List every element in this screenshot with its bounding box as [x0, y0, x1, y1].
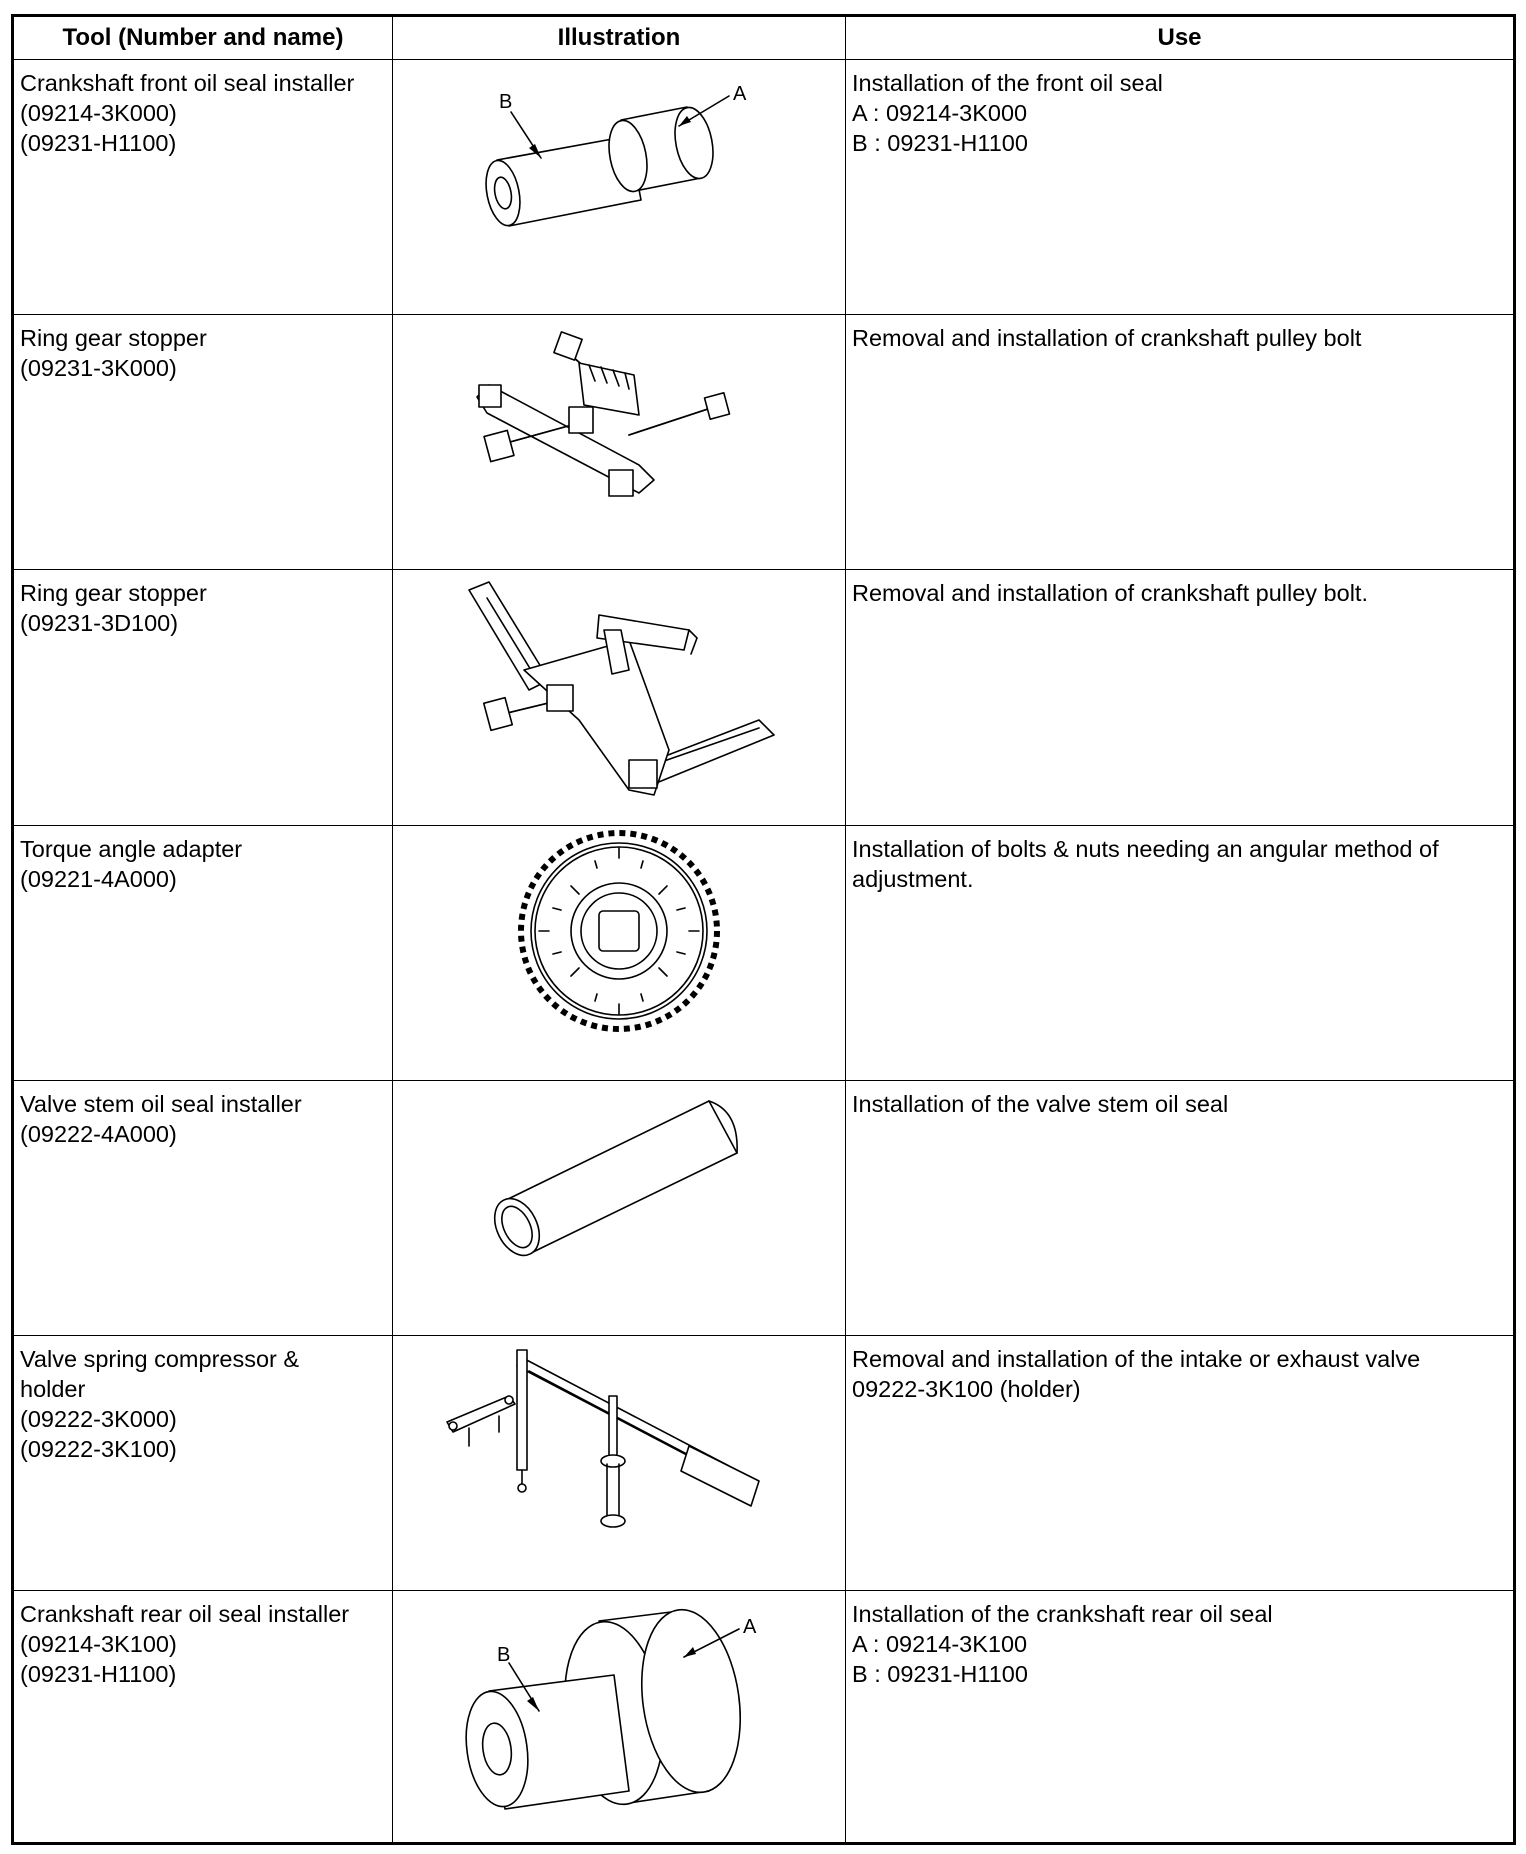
use-text: Installation of the crankshaft rear oil seal: [852, 1601, 1273, 1627]
tool-number: (09214-3K000): [20, 100, 177, 126]
torque-angle-adapter-illustration: [509, 826, 729, 1036]
use-text: B : 09231-H1100: [852, 1661, 1028, 1687]
use-text: Removal and installation of crankshaft pulley bolt.: [852, 580, 1368, 606]
tool-cell: [13, 60, 393, 315]
use-cell: [846, 570, 1515, 826]
use-text: Installation of bolts & nuts needing an angular method of: [852, 836, 1439, 862]
tool-cell: [13, 315, 393, 570]
use-text: 09222-3K100 (holder): [852, 1376, 1081, 1402]
use-cell: [846, 1081, 1515, 1336]
use-cell: [846, 1336, 1515, 1591]
tool-number: (09221-4A000): [20, 866, 177, 892]
valve-stem-oil-seal-installer-illustration: [469, 1081, 769, 1281]
table-row: [13, 570, 1515, 826]
table-row: [13, 1336, 1515, 1591]
tool-number: (09222-3K100): [20, 1436, 177, 1462]
tool-name: Ring gear stopper: [20, 580, 207, 606]
tool-cell: [13, 1081, 393, 1336]
table-row: [13, 1081, 1515, 1336]
illustration-cell: [393, 1591, 846, 1844]
table-row: [13, 1591, 1515, 1844]
tool-name: Valve stem oil seal installer: [20, 1091, 302, 1117]
tool-name: Crankshaft rear oil seal installer: [20, 1601, 350, 1627]
front-oil-seal-installer-illustration: [429, 60, 809, 280]
use-cell: [846, 1591, 1515, 1844]
valve-spring-compressor-illustration: [439, 1336, 799, 1536]
tool-number: (09231-3D100): [20, 610, 179, 636]
table-row: [13, 60, 1515, 315]
tool-number: (09231-H1100): [20, 1661, 177, 1687]
illustration-cell: [393, 315, 846, 570]
use-text: adjustment.: [852, 866, 974, 892]
ring-gear-stopper-arm-illustration: [429, 570, 809, 810]
use-cell: [846, 60, 1515, 315]
tool-cell: [13, 1336, 393, 1591]
illustration-cell: [393, 1081, 846, 1336]
use-text: Installation of the valve stem oil seal: [852, 1091, 1229, 1117]
tool-number: (09231-H1100): [20, 130, 177, 156]
use-text: Installation of the front oil seal: [852, 70, 1163, 96]
illustration-cell: [393, 826, 846, 1081]
table-row: [13, 826, 1515, 1081]
use-text: A : 09214-3K100: [852, 1631, 1028, 1657]
label-b: B: [499, 91, 513, 113]
tool-cell: [13, 570, 393, 826]
illustration-cell: [393, 570, 846, 826]
label-a: A: [733, 83, 747, 105]
illustration-cell: [393, 60, 846, 315]
header-illustration: Illustration: [393, 16, 846, 60]
tool-name: Ring gear stopper: [20, 325, 207, 351]
special-tools-table: [11, 14, 1516, 1845]
tool-number: (09222-3K000): [20, 1406, 177, 1432]
tool-cell: [13, 826, 393, 1081]
use-cell: [846, 315, 1515, 570]
use-text: B : 09231-H1100: [852, 130, 1028, 156]
tool-name: holder: [20, 1376, 86, 1402]
tool-number: (09222-4A000): [20, 1121, 177, 1147]
use-text: Removal and installation of the intake or exhaust valve: [852, 1346, 1421, 1372]
use-cell: [846, 826, 1515, 1081]
illustration-cell: [393, 1336, 846, 1591]
tool-number: (09214-3K100): [20, 1631, 177, 1657]
header-use: Use: [846, 16, 1515, 60]
use-text: A : 09214-3K000: [852, 100, 1028, 126]
table-row: [13, 315, 1515, 570]
tool-name: Crankshaft front oil seal installer: [20, 70, 355, 96]
label-b: B: [497, 1644, 511, 1666]
rear-oil-seal-installer-illustration: [419, 1591, 819, 1831]
label-a: A: [743, 1616, 757, 1638]
header-row: [13, 16, 1515, 60]
use-text: Removal and installation of crankshaft pulley bolt: [852, 325, 1362, 351]
tool-number: (09231-3K000): [20, 355, 177, 381]
ring-gear-stopper-illustration: [469, 315, 769, 515]
tool-name: Valve spring compressor &: [20, 1346, 300, 1372]
header-tool: Tool (Number and name): [13, 16, 393, 60]
tool-name: Torque angle adapter: [20, 836, 243, 862]
tool-cell: [13, 1591, 393, 1844]
